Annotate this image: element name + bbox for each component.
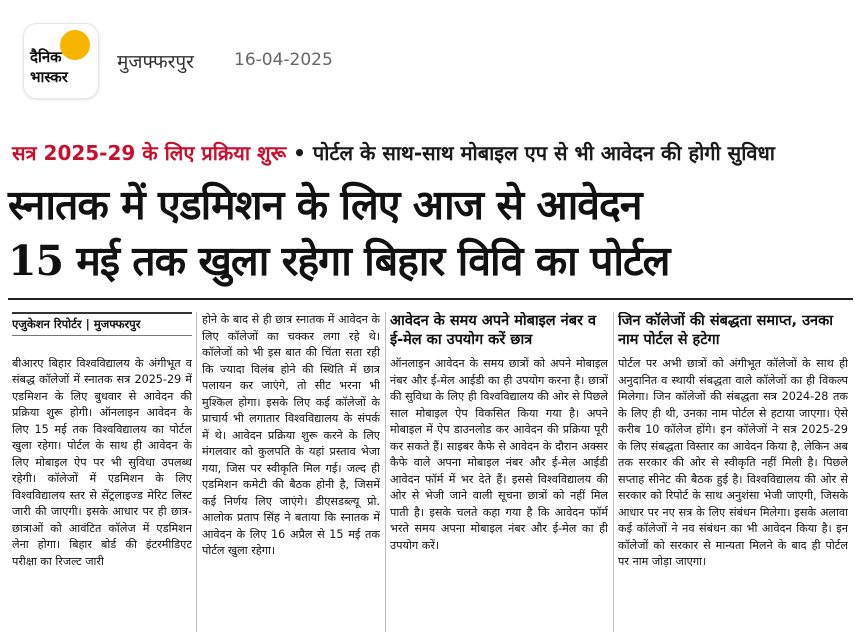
headline-rule bbox=[8, 298, 853, 300]
column-4-text: पोर्टल पर अभी छात्रों को अंगीभूत कॉलेजों के साथ ही अनुदानित व स्थायी संबद्धता वाले कॉलेजों का ही विकल्प मिलेगा। जिन कॉलेजों की संबद्धता सत्र 2024-28 तक के लिए ही थी, उनका नाम पोर्टल से हटाया जाएगा। ऐसे करीब 10 कॉलेज होंगे। इन कॉलेजों ने सत्र 2025-29 के लिए संबद्धता विस्तार का आवेदन किया है, लेकिन अब तक सरकार की ओर से स्वीकृति नहीं मिली है। पिछले सप्ताह सीनेट की बैठक हुई है। विश्वविद्यालय की ओर से सरकार को रिपोर्ट के साथ अनुशंसा भेजी जाएगी, जिसके आधार पर नए सत्र के लिए संबंधन मिलेगा। इसके अलावा कई कॉलेजों ने नव संबंधन का भी आवेदन किया है। इन कॉलेजों को सरकार से मान्यता मिलने के बाद ही पोर्टल पर नाम जोड़ा जाएगा। bbox=[618, 357, 848, 568]
article-column-3 bbox=[390, 312, 608, 637]
article-column-1 bbox=[12, 312, 192, 637]
kicker-highlight: सत्र 2025-29 के लिए प्रक्रिया शुरू bbox=[12, 141, 287, 165]
column-2-text: होने के बाद से ही छात्र स्नातक में आवेदन के लिए कॉलेजों का चक्कर लगा रहे थे। कॉलेजों को भी इस बात की चिंता सता रही कि ज्यादा विलंब होने की स्थिति में छात्र पलायन कर जाएंगे, तो सीट भरना भी मुश्किल होगा। इसके लिए कई कॉलेजों के प्राचार्य भी लगातार विश्वविद्यालय के संपर्क में थे। आवेदन प्रक्रिया शुरू करने के लिए मंगलवार को कुलपति के यहां प्रस्ताव भेजा गया, जिस पर स्वीकृति मिल गई। जल्द ही एडमिशन कमेटी की बैठक होनी है, जिसमें कई निर्णय लिए जाएंगे। डीएसडब्ल्यू प्रो. आलोक प्रताप सिंह ने बताया कि स्नातक में आवेदन के लिए 16 अप्रैल से 15 मई तक पोर्टल खुला रहेगा। bbox=[202, 313, 380, 557]
logo-sun-icon bbox=[60, 30, 90, 60]
logo-text-line1: दैनिक bbox=[30, 48, 62, 66]
logo-text-line2: भास्कर bbox=[30, 68, 68, 86]
byline: एजुकेशन रिपोर्टर | मुजफ्फरपुर bbox=[12, 312, 192, 336]
headline-line-1: स्नातक में एडमिशन के लिए आज से आवेदन bbox=[8, 181, 642, 229]
column-divider-1 bbox=[196, 312, 197, 632]
column-1-text: बीआरए बिहार विश्वविद्यालय के अंगीभूत व संबद्ध कॉलेजों में स्नातक सत्र 2025-29 में एडमिशन के लिए बुधवार से आवेदन की प्रक्रिया शुरू होगी। ऑनलाइन आवेदन के लिए 15 मई तक विश्वविद्यालय का पोर्टल खुला रहेगा। पोर्टल के साथ ही आवेदन के लिए मोबाइल ऐप पर भी सुविधा उपलब्ध रहेगी। कॉलेजों में एडमिशन के लिए विश्वविद्यालय स्तर से सेंट्रलाइज्ड मेरिट लिस्ट जारी की जाएगी। इसके आधार पर ही छात्र-छात्राओं को आवंटित कॉलेज में एडमिशन लेना होगा। बिहार बोर्ड की इंटरमीडिएट परीक्षा का रिजल्ट जारी bbox=[12, 356, 192, 568]
kicker-line bbox=[12, 138, 852, 170]
header-bar bbox=[0, 0, 855, 108]
column-divider-2 bbox=[385, 312, 386, 632]
edition-date: 16-04-2025 bbox=[234, 50, 333, 70]
column-4-subheading: जिन कॉलेजों की संबद्धता समाप्त, उनका नाम पोर्टल से हटेगा bbox=[618, 313, 833, 348]
kicker-rest: • पोर्टल के साथ-साथ मोबाइल एप से भी आवेदन की होगी सुविधा bbox=[286, 141, 775, 165]
edition-city: मुजफ्फरपुर bbox=[117, 51, 194, 73]
article-column-2 bbox=[202, 312, 380, 637]
article-column-4 bbox=[618, 312, 848, 637]
column-divider-3 bbox=[613, 312, 614, 632]
column-3-subheading: आवेदन के समय अपने मोबाइल नंबर व ई-मेल का उपयोग करें छात्र bbox=[390, 313, 597, 348]
dainik-bhaskar-logo[interactable] bbox=[23, 23, 99, 99]
headline-line-2: 15 मई तक खुला रहेगा बिहार विवि का पोर्टल bbox=[8, 237, 670, 285]
column-3-text: ऑनलाइन आवेदन के समय छात्रों को अपने मोबाइल नंबर और ई-मेल आईडी का ही उपयोग करना है। छात्रों की सुविधा के लिए ही विश्वविद्यालय की ओर से पिछले साल मोबाइल ऐप विकसित किया गया है। अपने मोबाइल में ऐप डाउनलोड कर आवेदन की प्रक्रिया पूरी कर सकते हैं। साइबर कैफे से आवेदन के दौरान अक्सर कैफे वाले अपना मोबाइल नंबर और ई-मेल आईडी आवेदन फॉर्म में भर देते हैं। इससे विश्वविद्यालय की ओर से भेजी जाने वाली सूचना छात्रों को नहीं मिल पाती है। इसके चलते कहा गया है कि आवेदन फॉर्म भरते समय अपना मोबाइल नंबर और ई-मेल का ही उपयोग करें। bbox=[390, 357, 608, 552]
